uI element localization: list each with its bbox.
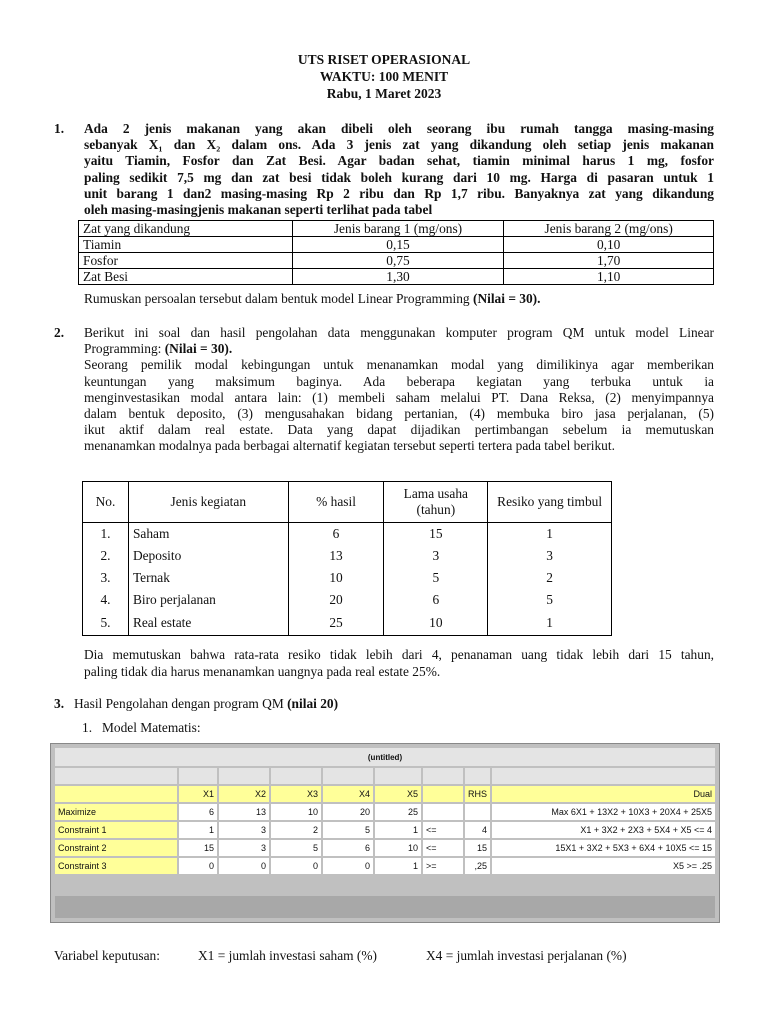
qm-row	[55, 858, 715, 874]
qm-cell[interactable]: ,25	[465, 858, 490, 874]
table-header: Jenis barang 1 (mg/ons)	[292, 221, 504, 237]
qm-dual: 15X1 + 3X2 + 5X3 + 6X4 + 10X5 <= 15	[492, 840, 715, 856]
q1-line: oleh masing-masingjenis makanan seperti terlihat pada tabel	[84, 202, 433, 218]
q1-line: sebanyak X₁ dan X₂ dalam ons. Ada 3 jenis zat yang dikandung oleh setiap jenis makanan	[84, 137, 714, 153]
table-cell: Deposito	[128, 545, 288, 567]
qm-cell[interactable]: 15	[465, 840, 490, 856]
qm-cell	[219, 768, 269, 784]
question-1-text	[84, 121, 714, 218]
q2-line: Berikut ini soal dan hasil pengolahan data menggunakan komputer program QM untuk model Linear	[84, 325, 714, 340]
qm-cell[interactable]: 0	[179, 858, 217, 874]
qm-cell[interactable]: 10	[271, 804, 321, 820]
qm-cell[interactable]: 6	[323, 840, 373, 856]
table-row	[83, 523, 612, 546]
q2-paragraph-line: menginvestasikan modal antara lain: (1) membeli saham melalui PT. Dana Reksa, (2) menyimpannya	[84, 389, 714, 405]
qm-caption: (untitled)	[55, 748, 715, 766]
qm-header	[55, 786, 177, 802]
condition-line: paling tidak dia harus menanamkan uangnya pada real estate 25%.	[84, 664, 441, 679]
table-cell: 0,15	[292, 237, 504, 253]
investment-table	[82, 481, 612, 636]
qm-model-screenshot	[50, 743, 720, 923]
qm-cell	[323, 768, 373, 784]
table-row	[79, 253, 714, 269]
table-header: Resiko yang timbul	[488, 482, 612, 523]
table-header: Jenis kegiatan	[128, 482, 288, 523]
table-header: Jenis barang 2 (mg/ons)	[504, 221, 714, 237]
table-row	[83, 545, 612, 567]
qm-header: Dual	[492, 786, 715, 802]
qm-cell[interactable]: 1	[375, 822, 421, 838]
table-row	[83, 567, 612, 589]
qm-cell[interactable]: 25	[375, 804, 421, 820]
qm-cell[interactable]: 6	[179, 804, 217, 820]
table-cell: 1,10	[504, 269, 714, 285]
qm-cell	[179, 768, 217, 784]
qm-header: X2	[219, 786, 269, 802]
qm-row	[55, 804, 715, 820]
table-row	[79, 269, 714, 285]
question-1-instruction	[84, 291, 541, 307]
table-cell: 1.	[83, 523, 129, 546]
q2-paragraph-line: ikut aktif dalam real estate. Data yang dapat dijadikan pertimbangan sebelum ia memutuskan	[84, 422, 714, 438]
table-cell: 1	[488, 523, 612, 546]
qm-row-label: Constraint 1	[55, 822, 177, 838]
qm-row	[55, 840, 715, 856]
table-header: Lama usaha (tahun)	[384, 482, 488, 523]
qm-dual: X5 >= .25	[492, 858, 715, 874]
table-cell: 3	[488, 545, 612, 567]
table-cell: Zat Besi	[79, 269, 293, 285]
score-label: (nilai 20)	[287, 696, 339, 711]
table-cell: 5	[384, 567, 488, 589]
table-header: Zat yang dikandung	[79, 221, 293, 237]
qm-cell[interactable]	[423, 804, 463, 820]
q1-line: paling sedikit 7,5 mg dan zat besi tidak boleh kurang dari 10 mg. Harga di pasaran untuk 1	[84, 169, 714, 185]
qm-cell[interactable]: 2	[271, 822, 321, 838]
question-1-number: 1.	[54, 121, 65, 136]
nutrient-table	[78, 220, 714, 285]
q1-line: unit barang 1 dan2 masing-masing Rp 2 ribu dan Rp 1,7 ribu. Banyaknya zat yang dikandung	[84, 185, 714, 201]
sub-item-title: Model Matematis:	[102, 720, 201, 735]
qm-cell	[375, 768, 421, 784]
qm-grid	[53, 746, 717, 876]
table-cell: 10	[384, 611, 488, 636]
table-cell: 1,70	[504, 253, 714, 269]
table-cell: 2	[488, 567, 612, 589]
qm-cell[interactable]: <=	[423, 822, 463, 838]
table-cell: 20	[288, 589, 384, 611]
qm-cell[interactable]: 10	[375, 840, 421, 856]
qm-header: X3	[271, 786, 321, 802]
qm-cell[interactable]: 0	[219, 858, 269, 874]
table-cell: Tiamin	[79, 237, 293, 253]
qm-cell[interactable]: 0	[323, 858, 373, 874]
table-header: % hasil	[288, 482, 384, 523]
table-row	[79, 237, 714, 253]
qm-dual: Max 6X1 + 13X2 + 10X3 + 20X4 + 25X5	[492, 804, 715, 820]
qm-cell	[271, 768, 321, 784]
qm-cell[interactable]: 15	[179, 840, 217, 856]
qm-caption-row	[55, 748, 715, 766]
table-row	[83, 611, 612, 636]
qm-cell	[55, 768, 177, 784]
table-cell: 10	[288, 567, 384, 589]
qm-row	[55, 822, 715, 838]
table-cell: 0,75	[292, 253, 504, 269]
table-cell: 4.	[83, 589, 129, 611]
exam-title: UTS RISET OPERASIONAL	[297, 52, 471, 67]
qm-row-label: Maximize	[55, 804, 177, 820]
qm-header: X4	[323, 786, 373, 802]
qm-row-label: Constraint 2	[55, 840, 177, 856]
question-3-title	[74, 696, 338, 712]
condition-line: Dia memutuskan bahwa rata-rata resiko tidak lebih dari 4, penanaman uang tidak lebih dari 15 tahun,	[84, 647, 714, 662]
question-3-number: 3.	[54, 696, 65, 711]
table-cell: 6	[288, 523, 384, 546]
q2-line-text: Programming:	[84, 341, 165, 357]
table-cell: 25	[288, 611, 384, 636]
qm-cell[interactable]: 20	[323, 804, 373, 820]
qm-header	[423, 786, 463, 802]
qm-cell[interactable]: >=	[423, 858, 463, 874]
table-header-row	[83, 482, 612, 523]
qm-header: X5	[375, 786, 421, 802]
table-header-row	[79, 221, 714, 237]
exam-date: Rabu, 1 Maret 2023	[326, 86, 442, 101]
qm-header-row	[55, 786, 715, 802]
variables-label: Variabel keputusan:	[54, 948, 160, 963]
qm-cell	[465, 768, 490, 784]
question-2-conditions	[84, 646, 714, 680]
q1-line: yaitu Tiamin, Fosfor dan Zat Besi. Agar badan sehat, tiamin minimal harus 1 mg, fosfor	[84, 153, 714, 169]
table-cell: 13	[288, 545, 384, 567]
table-cell: 15	[384, 523, 488, 546]
table-cell: Saham	[128, 523, 288, 546]
table-header: No.	[83, 482, 129, 523]
qm-cell[interactable]: 3	[219, 822, 269, 838]
variable-x4: X4 = jumlah investasi perjalanan (%)	[426, 948, 627, 963]
table-cell: Fosfor	[79, 253, 293, 269]
table-cell: 6	[384, 589, 488, 611]
table-row	[83, 589, 612, 611]
qm-status-bar	[55, 896, 715, 918]
table-cell: 0,10	[504, 237, 714, 253]
table-cell: 3	[384, 545, 488, 567]
q2-paragraph-line: dalam bentuk deposito, (3) mengusahakan bidang pertanian, (4) membuka biro jasa perjalanan, (5)	[84, 406, 714, 422]
qm-cell[interactable]: 1	[375, 858, 421, 874]
question-2-text	[84, 325, 714, 455]
q2-paragraph-line: keuntungan yang maksimum baginya. Ada beberapa kegiatan yang terbuka untuk ia	[84, 373, 714, 389]
question-2-number: 2.	[54, 325, 65, 340]
qm-cell[interactable]: 1	[179, 822, 217, 838]
qm-cell	[423, 768, 463, 784]
instruction-text: Rumuskan persoalan tersebut dalam bentuk model Linear Programming	[84, 291, 473, 306]
q1-line: Ada 2 jenis makanan yang akan dibeli oleh seorang ibu rumah tangga masing-masing	[84, 121, 714, 136]
score-label: (Nilai = 30).	[472, 291, 541, 306]
table-cell: 1	[488, 611, 612, 636]
qm-cell[interactable]: 5	[271, 840, 321, 856]
qm-cell[interactable]: 5	[323, 822, 373, 838]
qm-cell[interactable]	[465, 804, 490, 820]
qm-cell[interactable]: 3	[219, 840, 269, 856]
qm-dual: X1 + 3X2 + 2X3 + 5X4 + X5 <= 4	[492, 822, 715, 838]
sub-item-number: 1.	[82, 720, 93, 735]
qm-row-label: Constraint 3	[55, 858, 177, 874]
table-cell: 3.	[83, 567, 129, 589]
table-cell: Real estate	[128, 611, 288, 636]
q2-line	[84, 341, 714, 357]
table-cell: Ternak	[128, 567, 288, 589]
variable-x1: X1 = jumlah investasi saham (%)	[198, 948, 377, 963]
qm-cell[interactable]: 13	[219, 804, 269, 820]
q3-title-text: Hasil Pengolahan dengan program QM	[74, 696, 288, 711]
exam-time: WAKTU: 100 MENIT	[319, 69, 449, 84]
table-cell: 2.	[83, 545, 129, 567]
table-cell: 5	[488, 589, 612, 611]
score-label: (Nilai = 30).	[164, 341, 233, 357]
qm-cell[interactable]: 0	[271, 858, 321, 874]
q2-paragraph-line: menanamkan modalnya pada berbagai alternatif kegiatan tersebut seperti tertera pada tabel berikut.	[84, 438, 615, 454]
qm-cell	[492, 768, 715, 784]
qm-header: RHS	[465, 786, 490, 802]
q2-paragraph-line: Seorang pemilik modal kebingungan untuk menanamkan modal yang dimilikinya agar memberikan	[84, 357, 714, 373]
table-cell: Biro perjalanan	[128, 589, 288, 611]
table-cell: 1,30	[292, 269, 504, 285]
qm-cell[interactable]: 4	[465, 822, 490, 838]
qm-cell[interactable]: <=	[423, 840, 463, 856]
qm-blank-row	[55, 768, 715, 784]
qm-header: X1	[179, 786, 217, 802]
table-cell: 5.	[83, 611, 129, 636]
